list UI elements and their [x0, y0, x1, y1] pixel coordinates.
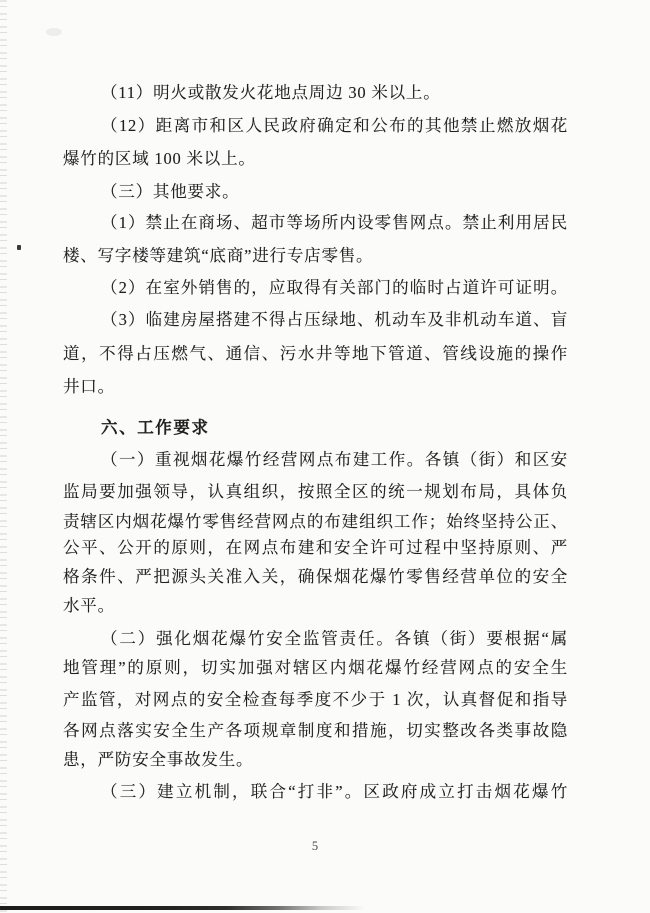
doc-line-12: （一）重视烟花爆竹经营网点布建工作。各镇（街）和区安: [101, 450, 568, 469]
scan-edge-shadow: [0, 906, 365, 910]
doc-line-05: （1）禁止在商场、超市等场所内设零售网点。禁止利用居民: [101, 213, 568, 232]
doc-line-07: （2）在室外销售的，应取得有关部门的临时占道许可证明。: [101, 278, 568, 297]
scan-smudge: [46, 28, 62, 36]
doc-line-16: 格条件、严把源头关准入关，确保烟花爆竹零售经营单位的安全: [63, 567, 568, 586]
doc-line-22: 患，严防安全事故发生。: [63, 750, 254, 769]
doc-line-10: 井口。: [63, 377, 115, 396]
scan-speck: [17, 245, 21, 250]
scan-edge-noise: [0, 0, 7, 913]
doc-line-18: （二）强化烟花爆竹安全监管责任。各镇（街）要根据“属: [101, 629, 568, 648]
doc-line-13: 监局要加强领导，认真组织，按照全区的统一规划布局，具体负: [63, 482, 568, 501]
doc-line-03: 爆竹的区域 100 米以上。: [63, 149, 256, 168]
doc-line-21: 各网点落实安全生产各项规章制度和措施，切实整改各类事故隐: [63, 721, 568, 740]
page-number: 5: [311, 839, 319, 853]
doc-line-04: （三）其他要求。: [101, 182, 240, 201]
doc-line-19: 地管理”的原则，切实加强对辖区内烟花爆竹经营网点的安全生: [63, 658, 568, 677]
doc-line-09: 道，不得占压燃气、通信、污水井等地下管道、管线设施的操作: [63, 344, 568, 363]
doc-line-20: 产监管，对网点的安全检查每季度不少于 1 次，认真督促和指导: [63, 690, 568, 709]
doc-line-06: 楼、写字楼等建筑“底商”进行专店零售。: [63, 246, 374, 265]
doc-line-01: （11）明火或散发火花地点周边 30 米以上。: [101, 83, 441, 102]
section-heading: 六、工作要求: [101, 418, 210, 437]
doc-line-08: （3）临建房屋搭建不得占压绿地、机动车及非机动车道、盲: [101, 310, 568, 329]
doc-line-02: （12）距离市和区人民政府确定和公布的其他禁止燃放烟花: [101, 116, 568, 135]
doc-line-14: 责辖区内烟花爆竹零售经营网点的布建组织工作；始终坚持公正、: [63, 512, 568, 531]
doc-line-23: （三）建立机制，联合“打非”。区政府成立打击烟花爆竹: [101, 782, 568, 801]
doc-line-17: 水平。: [63, 596, 115, 615]
doc-line-15: 公平、公开的原则，在网点布建和安全许可过程中坚持原则、严: [63, 538, 568, 557]
